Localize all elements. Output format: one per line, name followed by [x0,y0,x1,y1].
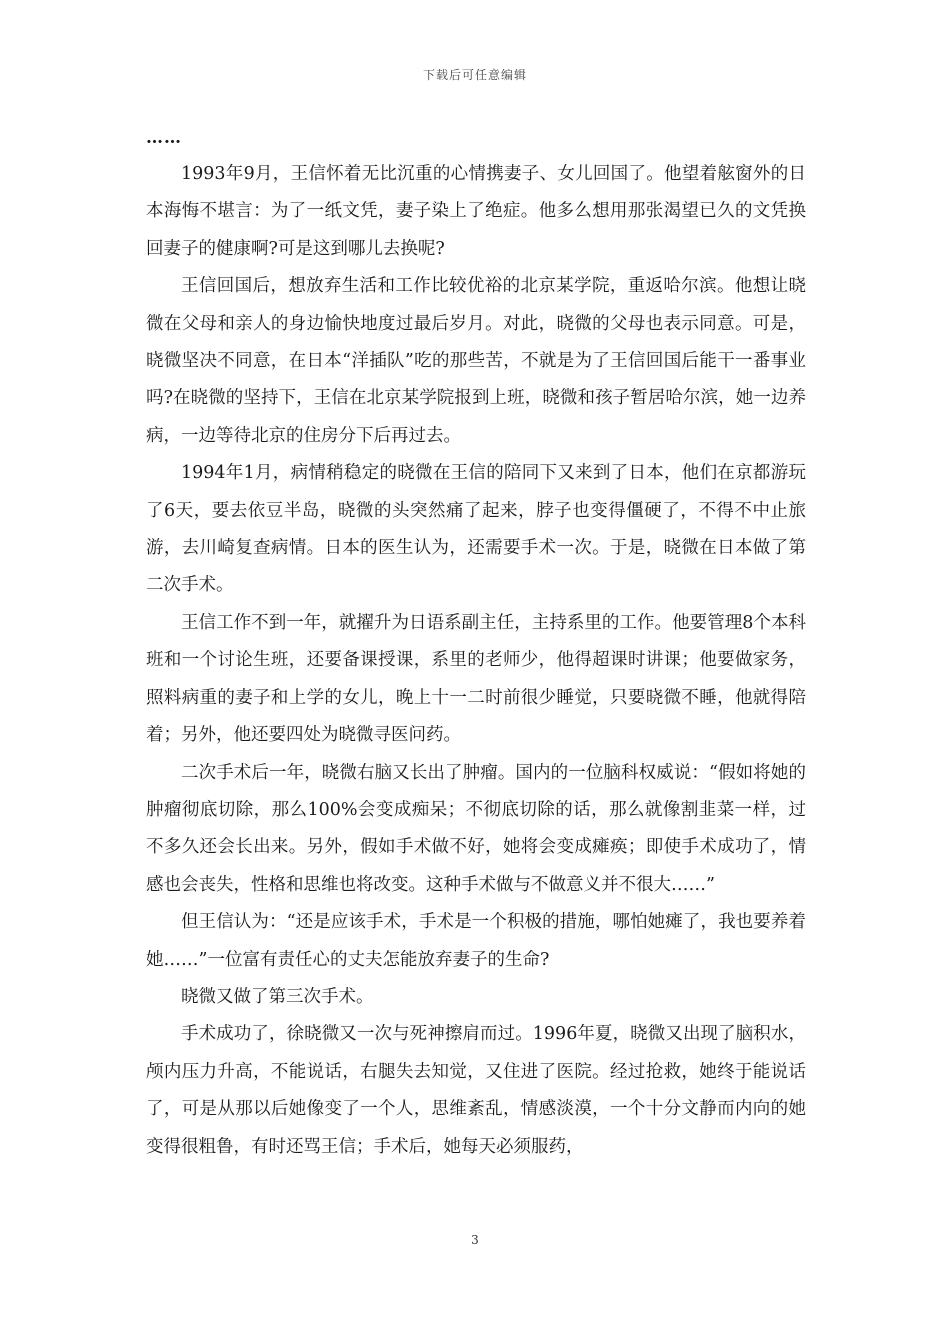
paragraph-3: 1994年1月，病情稍稳定的晓微在王信的陪同下又来到了日本，他们在京都游玩了6天，要去依豆半岛，晓微的头突然痛了起来，脖子也变得僵硬了，不得不中止旅游，去川崎复查病情。日本的医生认为，还需要手术一次。于是，晓微在日本做了第二次手术。 [146,463,806,596]
page-header: 下载后可任意编辑 [422,68,527,82]
paragraph-5: 二次手术后一年，晓微右脑又长出了肿瘤。国内的一位脑科权威说：“假如将她的肿瘤彻底切除，那么100%会变成痴呆；不彻底切除的话，那么就像割韭菜一样，过不多久还会长出来。另外，假如手术做不好，她将会变成瘫痪；即使手术成功了，情感也会丧失，性格和思维也将改变。这种手术做与不做意义并不很大……” [146,762,806,895]
page-number: 3 [471,1233,479,1247]
paragraph-2: 王信回国后，想放弃生活和工作比较优裕的北京某学院，重返哈尔滨。他想让晓微在父母和亲人的身边愉快地度过最后岁月。对此，晓微的父母也表示同意。可是，晓微坚决不同意，在日本“洋插队”吃的那些苦，不就是为了王信回国后能干一番事业吗?在晓微的坚持下，王信在北京某学院报到上班，晓微和孩子暂居哈尔滨，她一边养病，一边等待北京的住房分下后再过去。 [146,276,806,446]
paragraph-1: 1993年9月，王信怀着无比沉重的心情携妻子、女儿回国了。他望着舷窗外的日本海悔不堪言：为了一纸文凭，妻子染上了绝症。他多么想用那张渴望已久的文凭换回妻子的健康啊?可是这到哪儿去换呢? [146,164,806,259]
paragraph-7: 晓微又做了第三次手术。 [181,986,374,1007]
document-body [146,122,806,1166]
paragraph-6: 但王信认为：“还是应该手术，手术是一个积极的措施，哪怕她瘫了，我也要养着她……”一位富有责任心的丈夫怎能放弃妻子的生命? [146,912,806,970]
paragraph-4: 王信工作不到一年，就擢升为日语系副主任，主持系里的工作。他要管理8个本科班和一个讨论生班，还要备课授课，系里的老师少，他得超课时讲课；他要做家务，照料病重的妻子和上学的女儿，晚上十一二时前很少睡觉，只要晓微不睡，他就得陪着；另外，他还要四处为晓微寻医问药。 [146,612,806,746]
leading-ellipsis: …… [146,128,182,148]
paragraph-8: 手术成功了，徐晓微又一次与死神擦肩而过。1996年夏，晓微又出现了脑积水，颅内压力升高，不能说话，右腿失去知觉，又住进了医院。经过抢救，她终于能说话了，可是从那以后她像变了一个人，思维紊乱，情感淡漠，一个十分文静而内向的她变得很粗鲁，有时还骂王信；手术后，她每天必须服药， [146,1024,806,1157]
